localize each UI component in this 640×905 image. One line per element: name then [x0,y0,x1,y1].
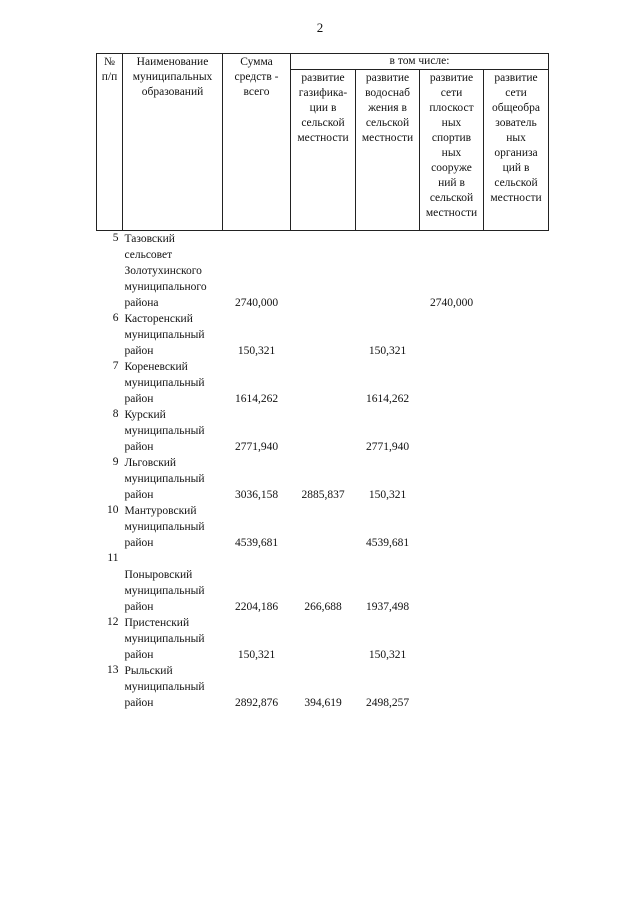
cell-num: 10 [107,504,119,516]
cell-school [484,503,549,551]
cell-name: Касторенский муниципальный район [124,313,205,357]
cell-gas [291,311,356,359]
cell-num: 5 [112,232,119,244]
cell-sport [420,311,484,359]
cell-num: 12 [107,616,119,628]
cell-total: 2771,940 [234,441,279,453]
cell-total: 2204,186 [234,601,279,613]
cell-total: 2892,876 [234,697,279,709]
cell-water: 150,321 [368,489,407,501]
table-row [97,551,549,615]
cell-num: 13 [107,664,119,676]
table-row [97,455,549,503]
cell-water: 1937,498 [365,601,410,613]
cell-gas [291,407,356,455]
table-row [97,503,549,551]
cell-num: 9 [112,456,119,468]
cell-num: 7 [112,360,119,372]
header-total: Сумма средств - всего [223,54,291,231]
table-row [97,359,549,407]
header-row [97,54,549,70]
cell-gas [291,615,356,663]
cell-school [484,615,549,663]
cell-school [484,407,549,455]
table-body [97,231,549,712]
header-school: развитие сети общеобра зователь ных организа ций в сельской местности [484,70,549,231]
cell-sport [420,359,484,407]
cell-sport [420,455,484,503]
cell-sport [420,407,484,455]
cell-num: 8 [112,408,119,420]
header-sport: развитие сети плоскост ных спортив ных сооруже ний в сельской местности [420,70,484,231]
cell-school [484,359,549,407]
header-num: № п/п [97,54,123,231]
cell-name: Рыльский муниципальный район [124,665,205,709]
table-row [97,311,549,359]
table-row [97,231,549,312]
cell-gas: 266,688 [304,601,342,613]
cell-sport [420,503,484,551]
table-row [97,615,549,663]
cell-school [484,311,549,359]
cell-sport: 2740,000 [429,297,474,309]
header-water: развитие водоснаб жения в сельской местности [356,70,420,231]
cell-name: Тазовский сельсовет Золотухинского муниципального района [124,233,207,309]
cell-sport [420,615,484,663]
table-row [97,663,549,711]
cell-water: 1614,262 [365,393,410,405]
cell-num: 6 [112,312,119,324]
cell-school [484,663,549,711]
cell-gas [291,231,356,312]
cell-gas: 2885,837 [301,489,345,501]
cell-gas: 394,619 [304,697,342,709]
cell-total: 1614,262 [234,393,279,405]
cell-school [484,551,549,615]
cell-water [356,231,420,312]
cell-total: 150,321 [237,345,276,357]
cell-num: 11 [107,552,119,564]
cell-name: Льговский муниципальный район [124,457,205,501]
cell-name: Мантуровский муниципальный район [124,505,205,549]
cell-total: 150,321 [237,649,276,661]
cell-water: 150,321 [368,649,407,661]
cell-water: 4539,681 [365,537,410,549]
cell-total: 3036,158 [234,489,279,501]
cell-gas [291,359,356,407]
cell-name: Курский муниципальный район [124,409,205,453]
cell-water: 150,321 [368,345,407,357]
cell-school [484,455,549,503]
cell-water: 2771,940 [365,441,410,453]
cell-total: 4539,681 [234,537,279,549]
cell-total: 2740,000 [234,297,279,309]
cell-sport [420,551,484,615]
cell-school [484,231,549,312]
cell-name: Поныровский муниципальный район [124,569,205,613]
cell-name: Пристенский муниципальный район [124,617,205,661]
cell-name: Кореневский муниципальный район [124,361,205,405]
cell-gas [291,503,356,551]
header-gas: развитие газифика- ции в сельской местности [291,70,356,231]
page-number: 2 [316,20,324,35]
header-name: Наименование муниципальных образований [123,54,223,231]
cell-sport [420,663,484,711]
table-row [97,407,549,455]
header-including: в том числе: [291,54,549,70]
cell-water: 2498,257 [365,697,410,709]
funding-table [96,53,549,711]
